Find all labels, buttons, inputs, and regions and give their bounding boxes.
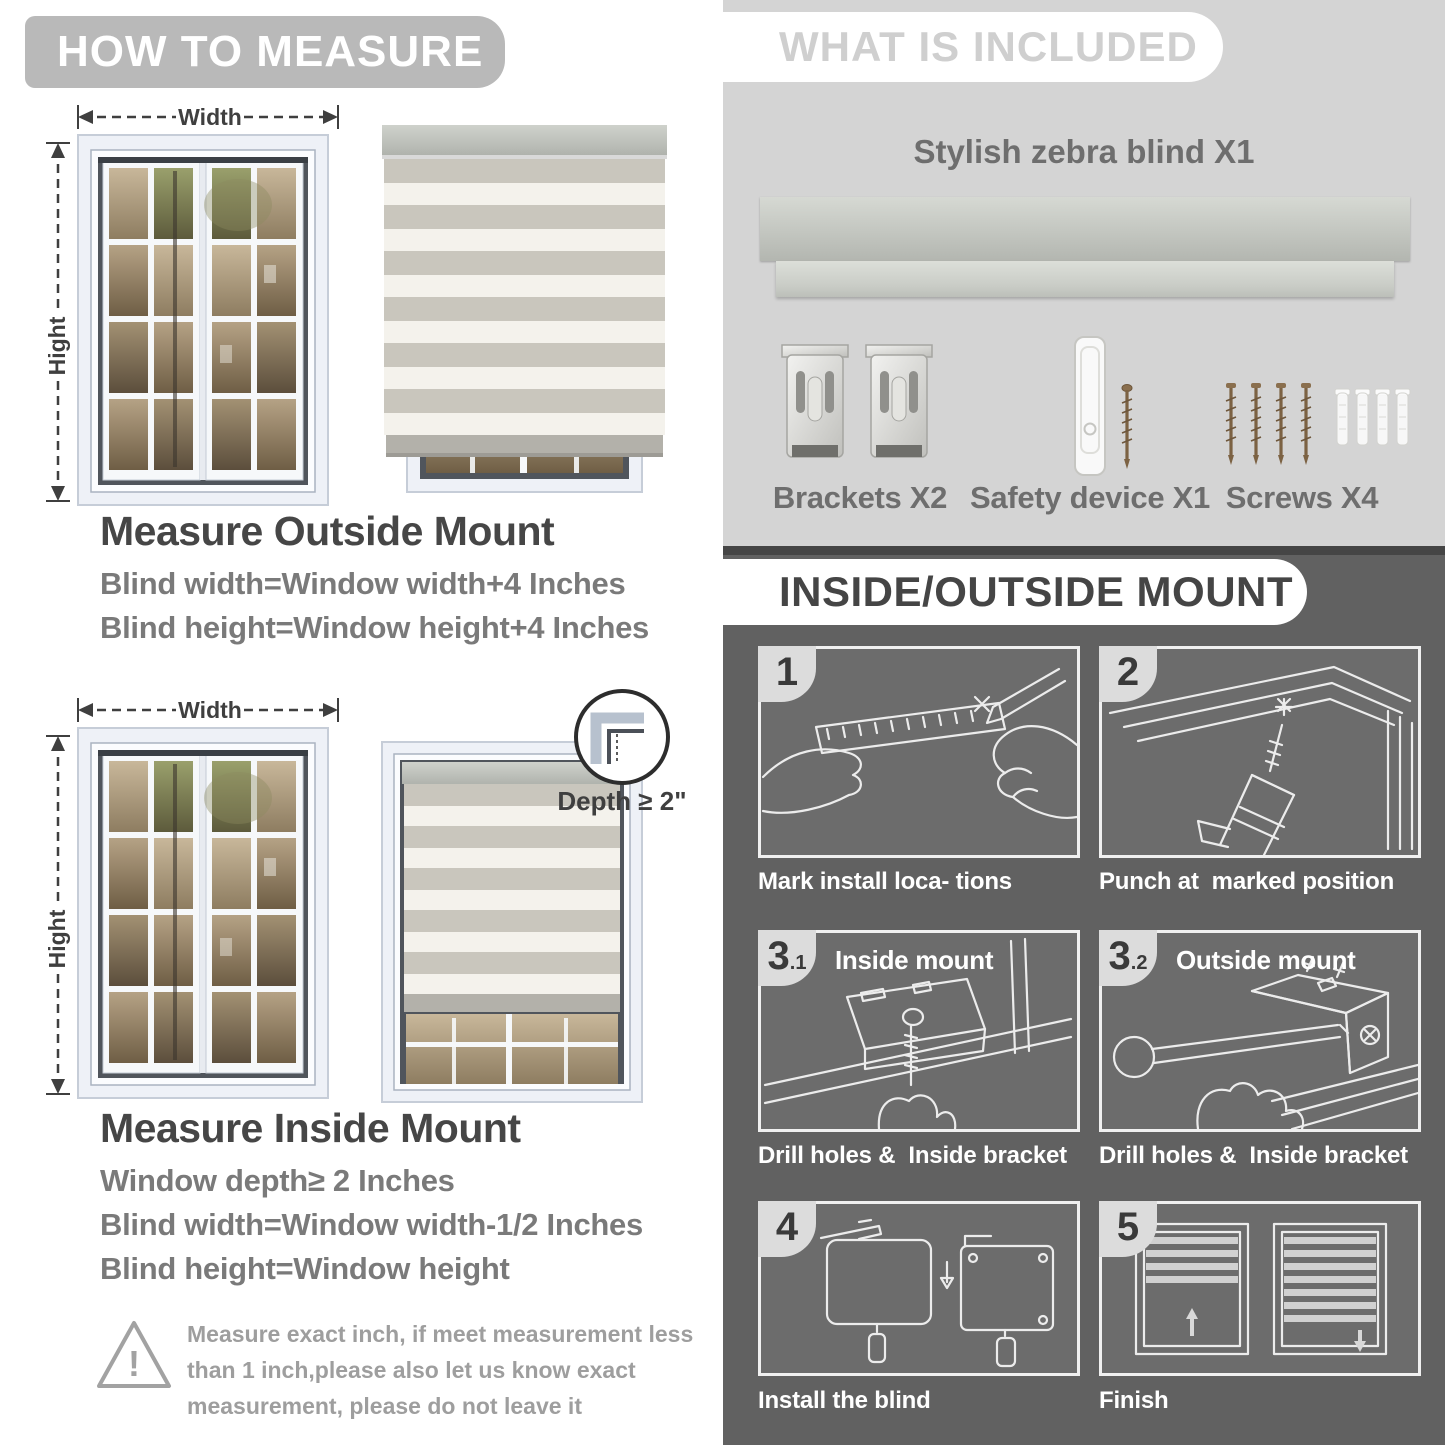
note-line-2: than 1 inch,please also let us know exact <box>187 1357 636 1383</box>
step-3-2-caption: Drill holes & Inside bracket <box>1099 1142 1408 1169</box>
step-3-1-caption: Drill holes & Inside bracket <box>758 1142 1067 1169</box>
inside-mount-line3: Blind height=Window height <box>100 1251 510 1286</box>
exclamation-glyph: ! <box>128 1343 140 1384</box>
brackets-label: Brackets X2 <box>772 480 948 515</box>
step-4-box <box>758 1201 1080 1376</box>
included-items-icons <box>723 335 1445 483</box>
zebra-blind-cassette <box>760 197 1410 261</box>
width-label: Width <box>178 104 242 130</box>
step-number-badge: 4 <box>758 1201 816 1257</box>
measure-note <box>187 1316 693 1424</box>
blind-item-label: Stylish zebra blind X1 <box>913 133 1255 170</box>
step-2-box <box>1099 646 1421 858</box>
panel-divider <box>723 546 1445 555</box>
bracket-icon <box>866 345 932 457</box>
inside-mount-line2: Blind width=Window width-1/2 Inches <box>100 1207 643 1242</box>
step-5-caption: Finish <box>1099 1387 1169 1414</box>
depth-label: Depth ≥ 2" <box>557 786 687 816</box>
step-1-box <box>758 646 1080 858</box>
step-4-caption: Install the blind <box>758 1387 931 1414</box>
what-is-included-header: WHAT IS INCLUDED <box>723 12 1223 82</box>
outside-mount-title: Measure Outside Mount <box>100 508 555 554</box>
how-to-measure-header: HOW TO MEASURE <box>25 16 505 88</box>
step-number-badge: 3.2 <box>1099 930 1157 986</box>
height-label: Hight <box>44 909 70 969</box>
safety-device-label: Safety device X1 <box>970 480 1210 515</box>
step-number-badge: 3.1 <box>758 930 816 986</box>
inside-mount-illustration <box>30 680 725 1120</box>
zebra-blind-outside-illustration <box>382 125 667 492</box>
step-3-1-box <box>758 930 1080 1132</box>
screws-label: Screws X4 <box>1225 480 1379 515</box>
step-number-badge: 5 <box>1099 1201 1157 1257</box>
step-number-badge: 1 <box>758 646 816 702</box>
step-3-2-title: Outside mount <box>1176 945 1356 975</box>
what-is-included-panel <box>723 0 1445 546</box>
mount-steps-panel <box>723 546 1445 1445</box>
step-1-caption: Mark install loca- tions <box>758 868 1012 895</box>
outside-mount-line2: Blind height=Window height+4 Inches <box>100 610 649 645</box>
step-number-badge: 2 <box>1099 646 1157 702</box>
step-2-caption: Punch at marked position <box>1099 868 1395 895</box>
screws-icon <box>1226 383 1311 465</box>
zebra-blind-rail <box>776 261 1394 297</box>
step-5-box <box>1099 1201 1421 1376</box>
inside-mount-line1: Window depth≥ 2 Inches <box>100 1163 455 1198</box>
safety-device-icon <box>1075 337 1105 475</box>
bracket-icon <box>782 345 848 457</box>
width-label: Width <box>178 697 242 723</box>
step-3-2-box <box>1099 930 1421 1132</box>
warning-triangle-icon <box>95 1318 173 1392</box>
outside-mount-line1: Blind width=Window width+4 Inches <box>100 566 626 601</box>
window-illustration <box>78 728 328 1098</box>
note-line-3: measurement, please do not leave it <box>187 1393 582 1419</box>
outside-mount-illustration <box>30 95 695 507</box>
height-label: Hight <box>44 316 70 376</box>
screw-icon <box>1122 385 1132 470</box>
inside-outside-mount-header: INSIDE/OUTSIDE MOUNT <box>723 559 1307 625</box>
depth-magnifier-icon <box>576 691 668 783</box>
inside-mount-title: Measure Inside Mount <box>100 1105 521 1151</box>
step-3-1-title: Inside mount <box>835 945 994 975</box>
anchors-icon <box>1335 389 1410 445</box>
note-line-1: Measure exact inch, if meet measurement less <box>187 1321 694 1347</box>
window-illustration <box>78 135 328 505</box>
